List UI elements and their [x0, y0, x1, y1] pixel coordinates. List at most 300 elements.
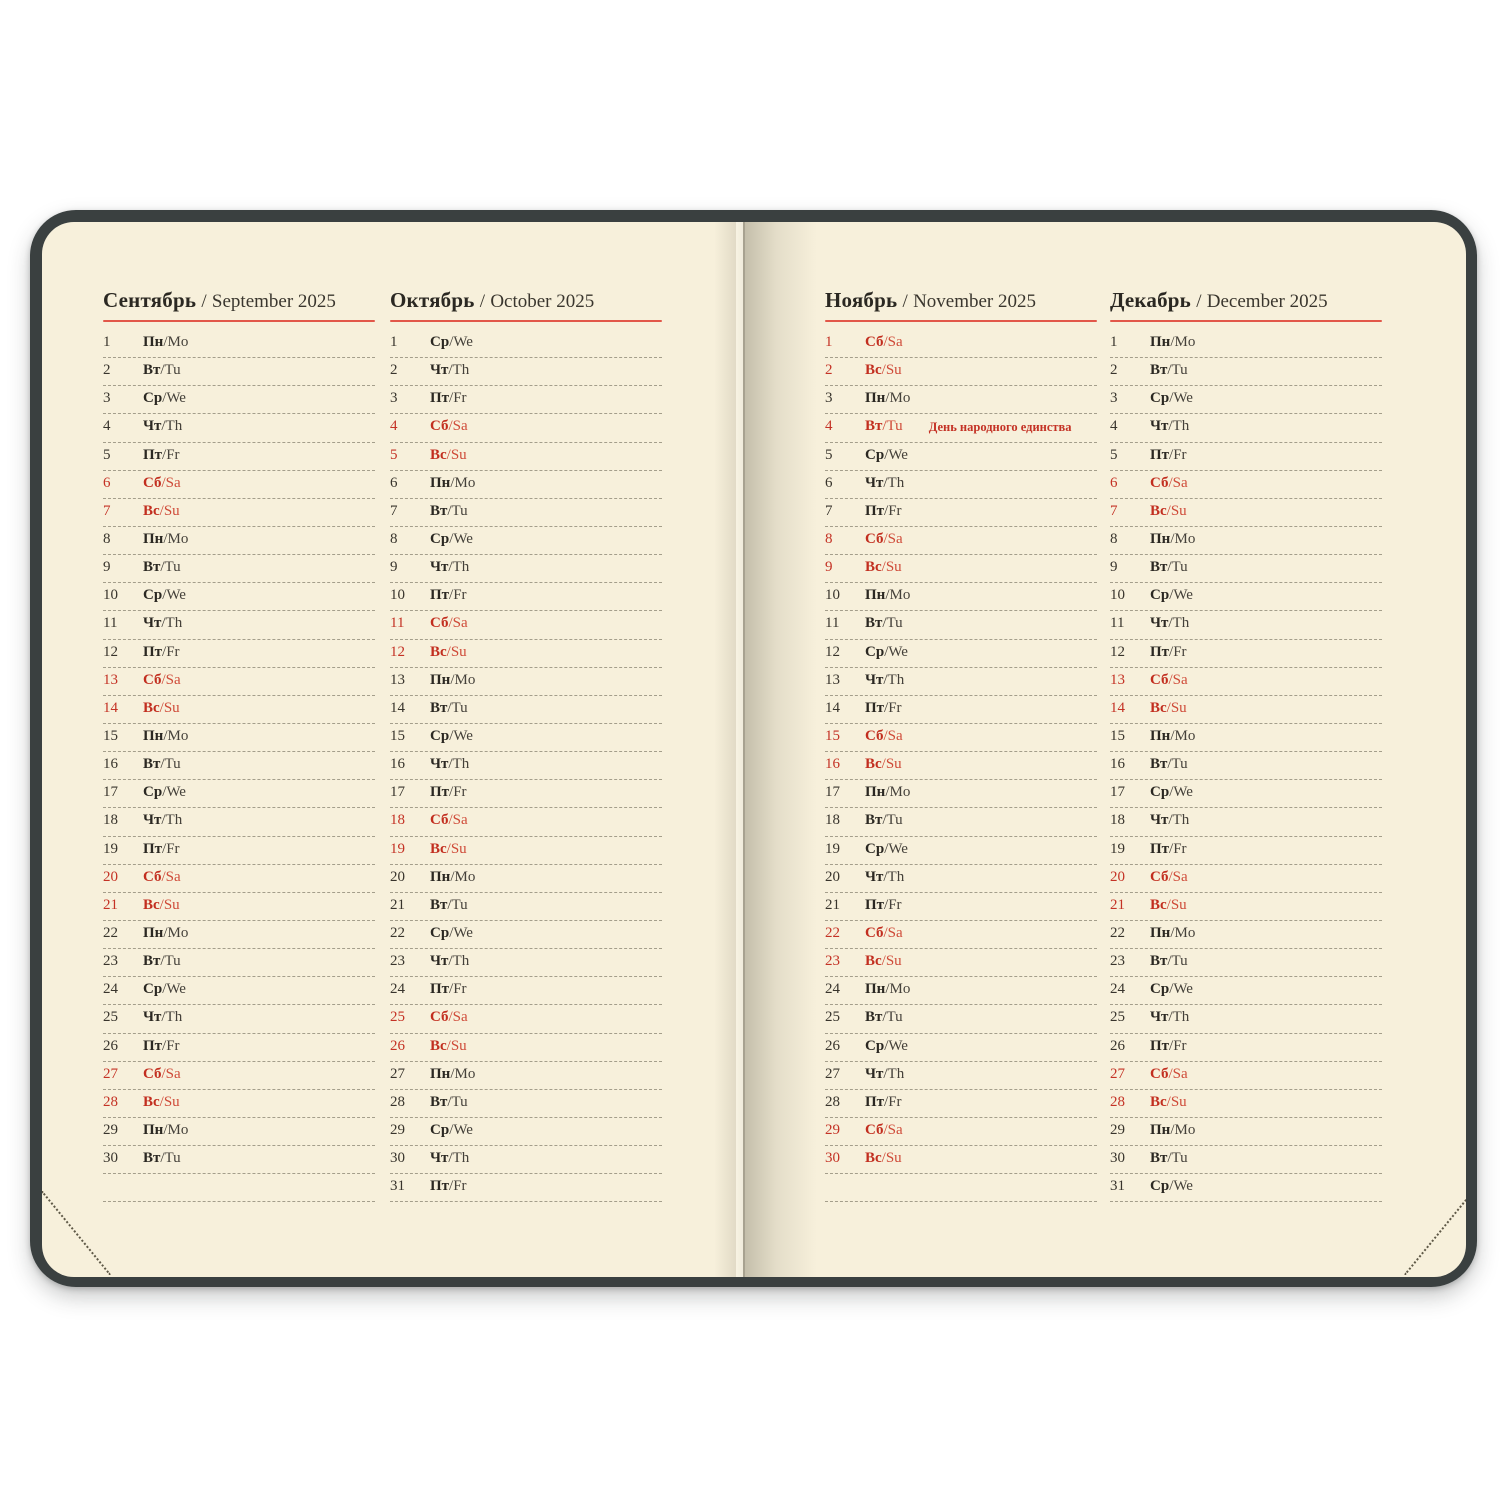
day-of-week-label: Пт/Fr	[430, 1178, 467, 1195]
day-of-week-label: Чт/Th	[430, 362, 470, 379]
day-of-week-label: Вс/Su	[430, 643, 467, 660]
day-of-week-label: Вт/Tu	[865, 1009, 903, 1026]
day-row	[390, 1005, 662, 1033]
day-of-week-label: Вт/Tu	[1150, 1150, 1188, 1167]
day-row	[825, 358, 1097, 386]
day-number: 14	[103, 699, 118, 716]
day-of-week-label: Чт/Th	[865, 868, 905, 885]
day-number: 14	[825, 699, 840, 716]
day-number: 16	[825, 756, 840, 773]
day-of-week-label: Пт/Fr	[1150, 446, 1187, 463]
day-of-week-label: Ср/We	[1150, 784, 1193, 801]
day-number: 17	[390, 784, 405, 801]
month-column-october	[390, 288, 662, 1202]
day-row	[825, 780, 1097, 808]
day-number: 31	[1110, 1178, 1125, 1195]
day-of-week-label: Пн/Mo	[143, 1121, 189, 1138]
day-number: 1	[825, 334, 833, 350]
day-of-week-label: Пт/Fr	[1150, 840, 1187, 857]
page-edge-highlight	[736, 222, 743, 1277]
day-row	[1110, 1034, 1382, 1062]
day-row	[103, 1062, 375, 1090]
day-number: 27	[825, 1065, 840, 1082]
blank-row	[825, 1174, 1097, 1202]
day-number: 1	[103, 334, 111, 350]
day-number: 13	[103, 671, 118, 688]
day-row	[390, 752, 662, 780]
day-of-week-label: Сб/Sa	[143, 1065, 181, 1082]
month-title-ru: Ноябрь	[825, 288, 898, 312]
day-number: 24	[390, 981, 405, 998]
day-number: 26	[103, 1037, 118, 1054]
day-number: 14	[390, 699, 405, 716]
day-row	[825, 1090, 1097, 1118]
day-of-week-label: Сб/Sa	[865, 924, 903, 941]
day-number: 7	[1110, 502, 1118, 519]
day-of-week-label: Ср/We	[430, 334, 473, 350]
day-of-week-label: Пт/Fr	[143, 840, 180, 857]
day-of-week-label: Пн/Mo	[430, 671, 476, 688]
day-row	[390, 668, 662, 696]
day-number: 6	[1110, 474, 1118, 491]
day-row	[1110, 499, 1382, 527]
day-row	[825, 640, 1097, 668]
day-of-week-label: Ср/We	[430, 727, 473, 744]
day-of-week-label: Сб/Sa	[430, 418, 468, 435]
day-of-week-label: Пн/Mo	[865, 784, 911, 801]
day-number: 26	[1110, 1037, 1125, 1054]
day-of-week-label: Ср/We	[430, 530, 473, 547]
day-row	[1110, 865, 1382, 893]
day-of-week-label: Чт/Th	[865, 1065, 905, 1082]
day-number: 23	[825, 953, 840, 970]
day-of-week-label: Пн/Mo	[1150, 530, 1196, 547]
day-row	[1110, 837, 1382, 865]
day-number: 10	[103, 587, 118, 604]
day-number: 29	[390, 1121, 405, 1138]
day-of-week-label: Вт/Tu	[430, 699, 468, 716]
day-number: 12	[1110, 643, 1125, 660]
day-of-week-label: Ср/We	[143, 390, 186, 407]
day-of-week-label: Пн/Mo	[430, 1065, 476, 1082]
day-of-week-label: Вт/Tu	[865, 418, 903, 435]
day-row	[390, 443, 662, 471]
day-of-week-label: Вс/Su	[143, 502, 180, 519]
day-number: 9	[103, 559, 111, 576]
day-of-week-label: Пн/Mo	[430, 868, 476, 885]
day-row	[1110, 893, 1382, 921]
day-row	[825, 893, 1097, 921]
day-row	[1110, 808, 1382, 836]
day-number: 4	[103, 418, 111, 435]
day-number: 15	[825, 727, 840, 744]
day-row	[390, 414, 662, 442]
day-of-week-label: Вс/Su	[865, 756, 902, 773]
day-row	[103, 865, 375, 893]
day-number: 20	[1110, 868, 1125, 885]
day-row	[103, 1118, 375, 1146]
day-number: 31	[390, 1178, 405, 1195]
day-number: 23	[1110, 953, 1125, 970]
day-of-week-label: Вс/Su	[430, 446, 467, 463]
day-of-week-label: Вт/Tu	[430, 896, 468, 913]
day-of-week-label: Сб/Sa	[865, 334, 903, 350]
day-row	[1110, 1146, 1382, 1174]
day-of-week-label: Пн/Mo	[1150, 1121, 1196, 1138]
month-title-separator: /	[479, 291, 486, 312]
day-of-week-label: Ср/We	[1150, 390, 1193, 407]
day-row	[390, 949, 662, 977]
day-row	[103, 837, 375, 865]
day-number: 18	[390, 812, 405, 829]
day-of-week-label: Пт/Fr	[865, 699, 902, 716]
day-row	[1110, 1090, 1382, 1118]
day-row	[1110, 583, 1382, 611]
blank-row	[103, 1174, 375, 1202]
day-of-week-label: Сб/Sa	[1150, 474, 1188, 491]
day-number: 21	[390, 896, 405, 913]
day-row	[1110, 640, 1382, 668]
day-number: 18	[103, 812, 118, 829]
day-number: 30	[103, 1150, 118, 1167]
day-row	[1110, 1005, 1382, 1033]
day-of-week-label: Пн/Mo	[1150, 727, 1196, 744]
day-row	[390, 696, 662, 724]
day-of-week-label: Чт/Th	[430, 953, 470, 970]
day-row	[390, 893, 662, 921]
day-of-week-label: Вт/Tu	[430, 502, 468, 519]
day-number: 2	[825, 362, 833, 379]
day-of-week-label: Пт/Fr	[1150, 1037, 1187, 1054]
month-title-en: October 2025	[490, 291, 595, 312]
day-of-week-label: Вс/Su	[865, 362, 902, 379]
day-of-week-label: Чт/Th	[430, 559, 470, 576]
day-number: 9	[825, 559, 833, 576]
day-row	[825, 527, 1097, 555]
day-of-week-label: Пт/Fr	[143, 643, 180, 660]
day-number: 11	[825, 615, 840, 632]
day-row	[390, 611, 662, 639]
day-number: 11	[390, 615, 405, 632]
day-number: 15	[390, 727, 405, 744]
day-row	[825, 611, 1097, 639]
day-of-week-label: Чт/Th	[865, 671, 905, 688]
day-row	[103, 1090, 375, 1118]
day-row	[103, 1005, 375, 1033]
day-row	[103, 1146, 375, 1174]
day-of-week-label: Ср/We	[430, 924, 473, 941]
day-of-week-label: Вт/Tu	[1150, 953, 1188, 970]
day-of-week-label: Чт/Th	[143, 1009, 183, 1026]
day-row	[825, 977, 1097, 1005]
day-number: 5	[825, 446, 833, 463]
day-of-week-label: Вт/Tu	[1150, 362, 1188, 379]
day-of-week-label: Ср/We	[143, 784, 186, 801]
day-row	[103, 471, 375, 499]
day-number: 15	[1110, 727, 1125, 744]
day-of-week-label: Сб/Sa	[143, 868, 181, 885]
day-row	[103, 414, 375, 442]
day-row	[390, 780, 662, 808]
month-title-underline	[390, 320, 662, 322]
day-number: 15	[103, 727, 118, 744]
day-number: 28	[103, 1093, 118, 1110]
day-of-week-label: Пн/Mo	[1150, 334, 1196, 350]
day-number: 22	[825, 924, 840, 941]
day-number: 2	[103, 362, 111, 379]
day-of-week-label: Чт/Th	[143, 812, 183, 829]
day-number: 29	[825, 1121, 840, 1138]
day-number: 19	[103, 840, 118, 857]
day-row	[825, 443, 1097, 471]
day-row	[1110, 949, 1382, 977]
day-row	[1110, 611, 1382, 639]
day-row	[1110, 977, 1382, 1005]
open-page-spread	[42, 222, 1466, 1277]
day-number: 27	[1110, 1065, 1125, 1082]
day-row	[103, 949, 375, 977]
day-number: 20	[390, 868, 405, 885]
day-number: 26	[825, 1037, 840, 1054]
day-number: 28	[825, 1093, 840, 1110]
day-row	[103, 611, 375, 639]
day-of-week-label: Вт/Tu	[865, 812, 903, 829]
day-number: 4	[1110, 418, 1118, 435]
day-of-week-label: Пт/Fr	[865, 896, 902, 913]
day-number: 5	[1110, 446, 1118, 463]
day-row	[825, 1146, 1097, 1174]
day-number: 16	[103, 756, 118, 773]
day-number: 24	[825, 981, 840, 998]
day-of-week-label: Вс/Su	[143, 1093, 180, 1110]
day-row	[825, 583, 1097, 611]
day-number: 8	[825, 530, 833, 547]
day-of-week-label: Чт/Th	[1150, 418, 1190, 435]
day-number: 23	[390, 953, 405, 970]
day-of-week-label: Пт/Fr	[430, 587, 467, 604]
day-of-week-label: Сб/Sa	[1150, 671, 1188, 688]
day-number: 20	[825, 868, 840, 885]
day-of-week-label: Сб/Sa	[430, 1009, 468, 1026]
day-of-week-label: Вт/Tu	[143, 756, 181, 773]
day-row	[825, 949, 1097, 977]
day-row	[390, 386, 662, 414]
day-of-week-label: Пт/Fr	[143, 1037, 180, 1054]
day-number: 19	[390, 840, 405, 857]
page-fold-shadow-right	[745, 222, 823, 1277]
day-row	[390, 1034, 662, 1062]
day-of-week-label: Вт/Tu	[865, 615, 903, 632]
day-row	[103, 358, 375, 386]
day-rows	[103, 330, 375, 1202]
day-row	[390, 358, 662, 386]
day-of-week-label: Ср/We	[143, 587, 186, 604]
day-row	[1110, 443, 1382, 471]
day-number: 13	[390, 671, 405, 688]
day-of-week-label: Сб/Sa	[143, 671, 181, 688]
day-of-week-label: Вт/Tu	[430, 1093, 468, 1110]
day-row	[825, 1005, 1097, 1033]
day-of-week-label: Чт/Th	[430, 756, 470, 773]
day-of-week-label: Вс/Su	[1150, 1093, 1187, 1110]
day-of-week-label: Вс/Su	[865, 953, 902, 970]
day-row	[825, 668, 1097, 696]
day-of-week-label: Вт/Tu	[143, 362, 181, 379]
day-number: 3	[103, 390, 111, 407]
day-of-week-label: Вт/Tu	[1150, 559, 1188, 576]
day-row	[825, 1034, 1097, 1062]
month-title	[825, 288, 1097, 314]
day-row	[390, 555, 662, 583]
day-number: 6	[825, 474, 833, 491]
day-number: 28	[1110, 1093, 1125, 1110]
day-of-week-label: Пт/Fr	[430, 981, 467, 998]
day-row	[1110, 1118, 1382, 1146]
day-number: 18	[825, 812, 840, 829]
month-title	[1110, 288, 1382, 314]
planner-cover	[30, 210, 1477, 1287]
day-row	[825, 386, 1097, 414]
day-row	[390, 527, 662, 555]
day-row	[825, 837, 1097, 865]
day-row	[103, 893, 375, 921]
day-of-week-label: Вт/Tu	[143, 953, 181, 970]
day-of-week-label: Вт/Tu	[143, 1150, 181, 1167]
month-title-en: December 2025	[1206, 291, 1328, 312]
day-row	[390, 330, 662, 358]
day-row	[390, 1062, 662, 1090]
day-of-week-label: Вс/Su	[1150, 699, 1187, 716]
day-of-week-label: Пн/Mo	[143, 334, 189, 350]
day-number: 3	[825, 390, 833, 407]
day-number: 20	[103, 868, 118, 885]
day-number: 25	[825, 1009, 840, 1026]
day-row	[390, 977, 662, 1005]
day-row	[103, 668, 375, 696]
day-row	[103, 977, 375, 1005]
day-number: 19	[1110, 840, 1125, 857]
day-row	[103, 780, 375, 808]
day-number: 3	[390, 390, 398, 407]
page-fold-shadow-left	[714, 222, 743, 1277]
day-number: 4	[390, 418, 398, 435]
day-row	[1110, 724, 1382, 752]
day-row	[390, 837, 662, 865]
day-row	[390, 640, 662, 668]
day-row	[1110, 330, 1382, 358]
day-of-week-label: Пт/Fr	[865, 502, 902, 519]
day-number: 26	[390, 1037, 405, 1054]
day-number: 1	[1110, 334, 1118, 350]
month-column-december	[1110, 288, 1382, 1202]
day-number: 2	[1110, 362, 1118, 379]
month-title-ru: Сентябрь	[103, 288, 197, 312]
month-title-en: September 2025	[211, 291, 336, 312]
day-number: 22	[390, 924, 405, 941]
day-of-week-label: Пн/Mo	[143, 530, 189, 547]
day-number: 9	[1110, 559, 1118, 576]
day-row	[390, 808, 662, 836]
day-rows	[1110, 330, 1382, 1202]
month-column-november	[825, 288, 1097, 1202]
day-row	[825, 414, 1097, 442]
day-number: 17	[1110, 784, 1125, 801]
day-of-week-label: Чт/Th	[1150, 812, 1190, 829]
day-of-week-label: Чт/Th	[865, 474, 905, 491]
day-row	[103, 583, 375, 611]
day-row	[103, 386, 375, 414]
day-row	[103, 527, 375, 555]
day-row	[1110, 527, 1382, 555]
day-number: 18	[1110, 812, 1125, 829]
day-number: 2	[390, 362, 398, 379]
day-row	[1110, 358, 1382, 386]
day-number: 30	[390, 1150, 405, 1167]
day-number: 11	[103, 615, 118, 632]
day-number: 4	[825, 418, 833, 435]
day-number: 25	[103, 1009, 118, 1026]
day-row	[103, 696, 375, 724]
day-number: 30	[825, 1150, 840, 1167]
day-row	[1110, 752, 1382, 780]
day-number: 11	[1110, 615, 1125, 632]
day-number: 25	[1110, 1009, 1125, 1026]
day-row	[390, 583, 662, 611]
page-fold-line	[743, 222, 745, 1277]
day-number: 12	[825, 643, 840, 660]
day-row	[390, 724, 662, 752]
day-of-week-label: Пн/Mo	[865, 390, 911, 407]
day-number: 5	[390, 446, 398, 463]
day-of-week-label: Сб/Sa	[430, 615, 468, 632]
day-of-week-label: Ср/We	[1150, 981, 1193, 998]
day-of-week-label: Ср/We	[1150, 587, 1193, 604]
day-of-week-label: Сб/Sa	[865, 1121, 903, 1138]
day-number: 30	[1110, 1150, 1125, 1167]
day-number: 29	[103, 1121, 118, 1138]
month-title-underline	[1110, 320, 1382, 322]
day-of-week-label: Сб/Sa	[865, 727, 903, 744]
day-of-week-label: Ср/We	[143, 981, 186, 998]
day-row	[103, 499, 375, 527]
month-title-separator: /	[902, 291, 908, 312]
day-of-week-label: Ср/We	[865, 446, 908, 463]
day-row	[825, 499, 1097, 527]
day-number: 10	[390, 587, 405, 604]
month-title-separator: /	[1196, 291, 1202, 312]
holiday-note: День народного единства	[928, 420, 1072, 435]
corner-stitching-left	[42, 1191, 111, 1276]
day-number: 3	[1110, 390, 1118, 407]
day-of-week-label: Вт/Tu	[1150, 756, 1188, 773]
day-row	[825, 471, 1097, 499]
day-number: 29	[1110, 1121, 1125, 1138]
month-title	[390, 288, 662, 314]
day-number: 21	[1110, 896, 1125, 913]
month-title-underline	[825, 320, 1097, 322]
day-number: 5	[103, 446, 111, 463]
day-row	[825, 330, 1097, 358]
day-row	[390, 921, 662, 949]
day-row	[390, 471, 662, 499]
day-of-week-label: Сб/Sa	[143, 474, 181, 491]
day-of-week-label: Чт/Th	[1150, 615, 1190, 632]
month-title-ru: Октябрь	[390, 288, 475, 312]
day-number: 9	[390, 559, 398, 576]
day-number: 25	[390, 1009, 405, 1026]
day-number: 24	[1110, 981, 1125, 998]
day-of-week-label: Вс/Su	[430, 1037, 467, 1054]
